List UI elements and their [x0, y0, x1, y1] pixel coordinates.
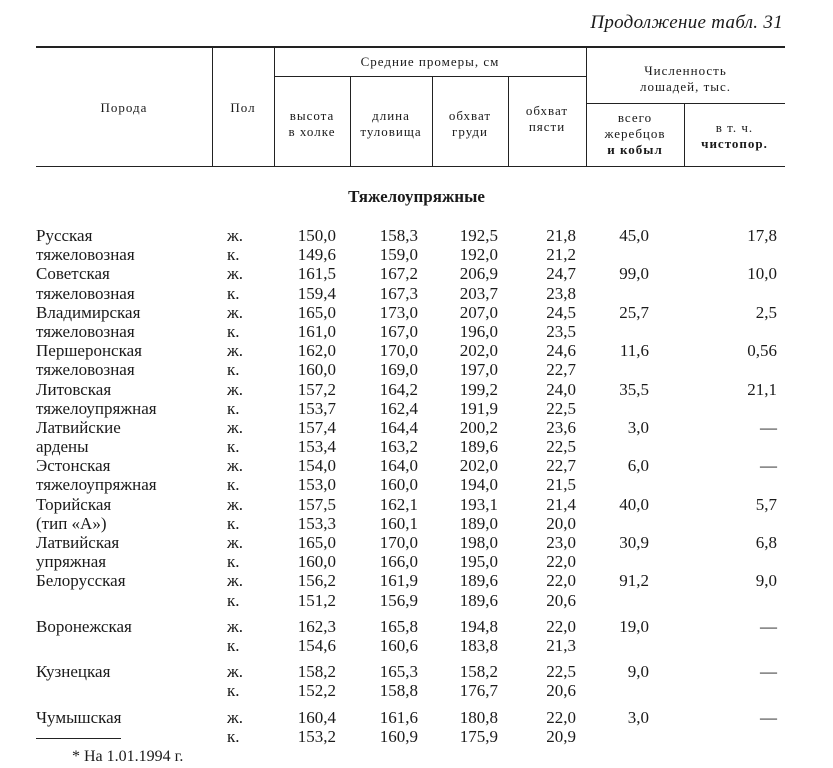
purebred-cell: 21,1 [747, 379, 777, 399]
pastern-cell: 23,8 [546, 283, 576, 303]
girth-cell: 158,2 [459, 662, 498, 682]
table-row [0, 245, 833, 264]
length-cell: 165,8 [379, 616, 418, 636]
sex-cell: к. [227, 726, 240, 746]
length-cell: 167,2 [379, 264, 418, 284]
length-cell: 161,9 [379, 571, 418, 591]
height-cell: 154,6 [297, 635, 336, 655]
header-pastern-line1: обхват [525, 103, 569, 118]
breed-cell: Латвийские [36, 417, 121, 437]
length-cell: 164,2 [379, 379, 418, 399]
length-cell: 165,3 [379, 662, 418, 682]
total-cell: 30,9 [619, 533, 649, 552]
length-cell: 170,0 [379, 533, 418, 552]
pastern-cell: 24,0 [546, 379, 576, 399]
header-length [350, 108, 432, 140]
header-height [274, 108, 350, 140]
pastern-cell: 22,5 [546, 437, 576, 457]
table-row [0, 226, 833, 245]
header-bottom-rule [36, 166, 785, 167]
girth-cell: 189,6 [459, 437, 498, 457]
pastern-cell: 21,8 [546, 226, 576, 245]
header-purebred-line2: чистопор. [701, 136, 768, 151]
breed-cell: Советская [36, 264, 110, 284]
sex-cell: к. [227, 398, 240, 418]
breed-cell: Воронежская [36, 616, 132, 636]
length-cell: 162,1 [379, 494, 418, 514]
table-row [0, 341, 833, 360]
header-girth-line1: обхват [448, 108, 492, 123]
girth-cell: 195,0 [459, 552, 498, 572]
sex-cell: к. [227, 321, 240, 341]
length-cell: 164,4 [379, 417, 418, 437]
sex-cell: к. [227, 513, 240, 533]
pastern-cell: 20,0 [546, 513, 576, 533]
table-row [0, 475, 833, 494]
length-cell: 160,0 [379, 475, 418, 495]
total-cell: 40,0 [619, 494, 649, 514]
population-group-rule [586, 103, 785, 104]
pastern-cell: 21,5 [546, 475, 576, 495]
sex-cell: к. [227, 681, 240, 701]
length-cell: 164,0 [379, 456, 418, 476]
sex-cell: ж. [227, 662, 243, 682]
header-purebred [684, 120, 785, 152]
girth-cell: 197,0 [459, 360, 498, 380]
sex-cell: к. [227, 245, 240, 265]
breed-cell: Чумышская [36, 707, 122, 727]
header-purebred-line1: в т. ч. [715, 120, 754, 135]
header-population-line2: лошадей, тыс. [639, 79, 732, 94]
header-height-line1: высота [289, 108, 335, 123]
breed-cell: Торийская [36, 494, 112, 514]
sex-cell: к. [227, 283, 240, 303]
total-cell: 3,0 [627, 707, 649, 727]
length-cell: 160,9 [379, 726, 418, 746]
girth-cell: 183,8 [459, 635, 498, 655]
header-total-line3: и кобыл [607, 142, 663, 157]
header-total-line1: всего [617, 110, 653, 125]
header-girth-line2: груди [452, 124, 488, 139]
purebred-cell: 10,0 [747, 264, 777, 284]
girth-cell: 193,1 [459, 494, 498, 514]
footnote-rule [36, 738, 121, 739]
length-cell: 170,0 [379, 341, 418, 361]
girth-cell: 176,7 [459, 681, 498, 701]
pastern-cell: 21,2 [546, 245, 576, 265]
height-cell: 152,2 [297, 681, 336, 701]
pastern-cell: 22,0 [546, 552, 576, 572]
length-cell: 158,8 [379, 681, 418, 701]
girth-cell: 192,0 [459, 245, 498, 265]
sex-cell: к. [227, 635, 240, 655]
table-row [0, 380, 833, 399]
length-cell: 162,4 [379, 398, 418, 418]
pastern-cell: 21,3 [546, 635, 576, 655]
girth-cell: 203,7 [459, 283, 498, 303]
total-cell: 91,2 [619, 571, 649, 591]
header-population [586, 63, 785, 95]
purebred-cell: 5,7 [755, 494, 777, 514]
girth-cell: 207,0 [459, 302, 498, 322]
table-row [0, 360, 833, 379]
purebred-cell: 0,56 [747, 341, 777, 361]
table-row [0, 708, 833, 727]
table-row [0, 437, 833, 456]
table-row [0, 571, 833, 590]
height-cell: 159,4 [297, 283, 336, 303]
breed-cell: Кузнецкая [36, 662, 111, 682]
height-cell: 153,2 [297, 726, 336, 746]
height-cell: 157,2 [297, 379, 336, 399]
girth-cell: 198,0 [459, 533, 498, 552]
breed-cell: тяжеловозная [36, 245, 135, 265]
measurements-group-rule [274, 76, 586, 77]
height-cell: 153,4 [297, 437, 336, 457]
pastern-cell: 24,7 [546, 264, 576, 284]
pastern-cell: 24,6 [546, 341, 576, 361]
total-cell: 99,0 [619, 264, 649, 284]
table-row [0, 727, 833, 746]
girth-cell: 202,0 [459, 341, 498, 361]
header-height-line2: в холке [288, 124, 336, 139]
girth-cell: 200,2 [459, 417, 498, 437]
header-girth [432, 108, 508, 140]
total-cell: 11,6 [619, 341, 649, 361]
height-cell: 151,2 [297, 590, 336, 610]
table-row [0, 495, 833, 514]
purebred-cell: — [760, 417, 777, 437]
header-sex: Пол [230, 100, 256, 115]
height-cell: 161,5 [297, 264, 336, 284]
breed-cell: Русская [36, 226, 93, 245]
sex-cell: ж. [227, 264, 243, 284]
girth-cell: 189,6 [459, 590, 498, 610]
sex-cell: ж. [227, 456, 243, 476]
table-row [0, 264, 833, 283]
height-cell: 157,5 [297, 494, 336, 514]
pastern-cell: 22,5 [546, 662, 576, 682]
breed-cell: ардены [36, 437, 89, 457]
breed-cell: тяжелоупряжная [36, 475, 157, 495]
total-cell: 45,0 [619, 226, 649, 245]
height-cell: 158,2 [297, 662, 336, 682]
sex-cell: к. [227, 590, 240, 610]
girth-cell: 199,2 [459, 379, 498, 399]
table-row [0, 591, 833, 610]
header-length-line2: туловища [360, 124, 422, 139]
length-cell: 169,0 [379, 360, 418, 380]
header-pastern-line2: пясти [528, 119, 566, 134]
table-row [0, 636, 833, 655]
girth-cell: 202,0 [459, 456, 498, 476]
table-row [0, 552, 833, 571]
table-caption: Продолжение табл. 31 [590, 12, 783, 33]
sex-cell: ж. [227, 707, 243, 727]
height-cell: 153,0 [297, 475, 336, 495]
sex-cell: ж. [227, 533, 243, 552]
table-row [0, 514, 833, 533]
breed-cell: Эстонская [36, 456, 111, 476]
girth-cell: 191,9 [459, 398, 498, 418]
total-cell: 6,0 [627, 456, 649, 476]
table-row [0, 322, 833, 341]
sex-cell: ж. [227, 494, 243, 514]
girth-cell: 192,5 [459, 226, 498, 245]
girth-cell: 196,0 [459, 321, 498, 341]
girth-cell: 175,9 [459, 726, 498, 746]
length-cell: 158,3 [379, 226, 418, 245]
sex-cell: к. [227, 475, 240, 495]
girth-cell: 206,9 [459, 264, 498, 284]
table-row [0, 303, 833, 322]
sex-cell: к. [227, 437, 240, 457]
sex-cell: ж. [227, 226, 243, 245]
table-row [0, 399, 833, 418]
total-cell: 25,7 [619, 302, 649, 322]
breed-cell: тяжеловозная [36, 360, 135, 380]
breed-cell: Латвийская [36, 533, 120, 552]
pastern-cell: 22,0 [546, 707, 576, 727]
sex-cell: к. [227, 360, 240, 380]
pastern-cell: 22,7 [546, 456, 576, 476]
length-cell: 159,0 [379, 245, 418, 265]
sex-cell: ж. [227, 379, 243, 399]
breed-cell: (тип «А») [36, 513, 107, 533]
height-cell: 157,4 [297, 417, 336, 437]
height-cell: 153,7 [297, 398, 336, 418]
total-cell: 35,5 [619, 379, 649, 399]
table-row [0, 617, 833, 636]
sex-cell: ж. [227, 616, 243, 636]
sex-cell: ж. [227, 571, 243, 591]
height-cell: 165,0 [297, 533, 336, 552]
length-cell: 161,6 [379, 707, 418, 727]
pastern-cell: 22,5 [546, 398, 576, 418]
purebred-cell: 17,8 [747, 226, 777, 245]
height-cell: 160,0 [297, 552, 336, 572]
purebred-cell: — [760, 662, 777, 682]
purebred-cell: 9,0 [755, 571, 777, 591]
length-cell: 160,6 [379, 635, 418, 655]
length-cell: 166,0 [379, 552, 418, 572]
table-body [0, 226, 833, 746]
table-row [0, 284, 833, 303]
length-cell: 156,9 [379, 590, 418, 610]
table-top-rule [36, 46, 785, 48]
pastern-cell: 20,9 [546, 726, 576, 746]
girth-cell: 194,0 [459, 475, 498, 495]
length-cell: 160,1 [379, 513, 418, 533]
length-cell: 173,0 [379, 302, 418, 322]
total-cell: 9,0 [627, 662, 649, 682]
pastern-cell: 20,6 [546, 681, 576, 701]
sex-cell: к. [227, 552, 240, 572]
header-total [586, 110, 684, 158]
height-cell: 150,0 [297, 226, 336, 245]
length-cell: 167,0 [379, 321, 418, 341]
pastern-cell: 23,0 [546, 533, 576, 552]
header-total-line2: жеребцов [604, 126, 666, 141]
breed-cell: упряжная [36, 552, 107, 572]
girth-cell: 189,6 [459, 571, 498, 591]
breed-cell: тяжеловозная [36, 283, 135, 303]
height-cell: 161,0 [297, 321, 336, 341]
breed-cell: Першеронская [36, 341, 142, 361]
purebred-cell: — [760, 456, 777, 476]
purebred-cell: — [760, 616, 777, 636]
height-cell: 162,0 [297, 341, 336, 361]
total-cell: 19,0 [619, 616, 649, 636]
purebred-cell: — [760, 707, 777, 727]
sex-cell: ж. [227, 302, 243, 322]
purebred-cell: 2,5 [755, 302, 777, 322]
section-title: Тяжелоупряжные [348, 187, 485, 206]
height-cell: 149,6 [297, 245, 336, 265]
footnote: * На 1.01.1994 г. [72, 748, 184, 765]
table-row [0, 533, 833, 552]
breed-cell: Литовская [36, 379, 112, 399]
table-row [0, 456, 833, 475]
sex-cell: ж. [227, 417, 243, 437]
pastern-cell: 22,0 [546, 616, 576, 636]
height-cell: 154,0 [297, 456, 336, 476]
breed-cell: Владимирская [36, 302, 141, 322]
header-pastern [508, 103, 586, 135]
table-row [0, 662, 833, 681]
height-cell: 162,3 [297, 616, 336, 636]
pastern-cell: 23,6 [546, 417, 576, 437]
header-breed: Порода [100, 100, 148, 115]
length-cell: 167,3 [379, 283, 418, 303]
table-row [0, 418, 833, 437]
header-measurements-group: Средние промеры, см [360, 54, 500, 69]
height-cell: 160,0 [297, 360, 336, 380]
breed-cell: тяжелоупряжная [36, 398, 157, 418]
pastern-cell: 20,6 [546, 590, 576, 610]
girth-cell: 194,8 [459, 616, 498, 636]
pastern-cell: 22,0 [546, 571, 576, 591]
pastern-cell: 24,5 [546, 302, 576, 322]
length-cell: 163,2 [379, 437, 418, 457]
sex-cell: ж. [227, 341, 243, 361]
pastern-cell: 23,5 [546, 321, 576, 341]
height-cell: 165,0 [297, 302, 336, 322]
purebred-cell: 6,8 [755, 533, 777, 552]
girth-cell: 189,0 [459, 513, 498, 533]
pastern-cell: 21,4 [546, 494, 576, 514]
table-row [0, 681, 833, 700]
height-cell: 160,4 [297, 707, 336, 727]
pastern-cell: 22,7 [546, 360, 576, 380]
breed-cell: тяжеловозная [36, 321, 135, 341]
height-cell: 153,3 [297, 513, 336, 533]
girth-cell: 180,8 [459, 707, 498, 727]
total-cell: 3,0 [627, 417, 649, 437]
height-cell: 156,2 [297, 571, 336, 591]
breed-cell: Белорусская [36, 571, 126, 591]
header-length-line1: длина [372, 108, 410, 123]
header-population-line1: Численность [644, 63, 727, 78]
